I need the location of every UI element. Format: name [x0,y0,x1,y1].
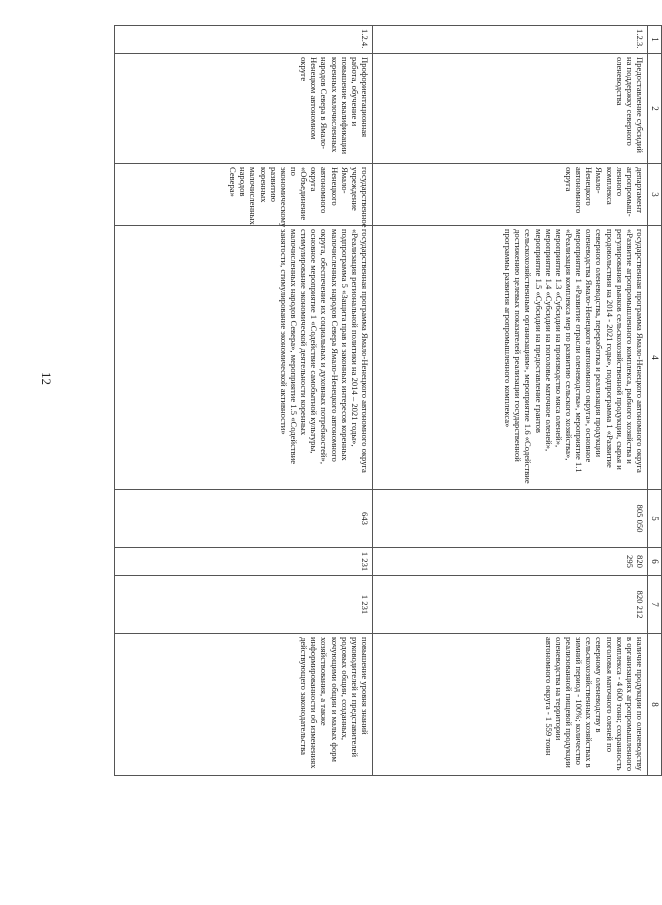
table-header-row [648,26,662,776]
executor-text: департамент агропромыш- ленного комплекса Ямало- Ненецкого автономного округа [564,167,645,217]
page-number: 12 [39,372,54,385]
column-header: 8 [648,634,662,776]
measure-name: Предоставление субсидий на поддержку северного оленеводства [373,54,648,164]
value-col6: 820 295 [373,548,648,576]
value-col5: 643 [115,490,373,548]
table-row [373,26,648,776]
value-col6: 1 231 [115,548,373,576]
column-header: 3 [648,164,662,226]
expected-result: повышение уровня знаний руководителей и представителей родовых общин, созданных, кочующими общин и малых форм хозяйствования, а также информированности об изменениях действующего законодательства [115,634,373,776]
value-col7: 820 212 [373,576,648,634]
program-description: государственная программа Ямало-Ненецкого автономного округа «Развитие агропромышленного комплекса, рыбного хозяйства и регулирования рынков сельскохозяйственной продукции, сырья и продовольствия на 2014 - 2021 годы», подпрограмма 1 «Развитие северного оленеводства, переработка и реализация продукции оленеводства Ямало-Ненецкого автономного округа», основное мероприятие 1 «Развитие отрасли оленеводства», мероприятие 1.1 «Реализация комплекса мер по развитию сельского хозяйства», мероприятие 1.3 «Субсидии на производство мяса оленей», мероприятие 1.4 «Субсидии на поголовье маточное оленей», мероприятие 1.5 «Субсидии на предоставление грантов сельскохозяйственным организациям», мероприятие 1.6 «Содействие достижению целевых показателей реализации государственной программы развития агропромышленного комплекса» [373,226,648,490]
expected-result: наличие продукции по оленеводству в организациях агропромышленного комплекса - 4 600 тонн; сохранность поголовья маточного оленей по северному оленеводству в сельскохозяйственных хозяйствах в зимний период - 100%; количество реализованной пищевой продукции оленеводства на территории автономного округа - 1 559 тонн [373,634,648,776]
program-description: государственная программа Ямало-Ненецкого автономного округа «Реализация региональной политики на 2014 – 2021 годы», подпрограмма 5 «Защита прав и законных интересов коренных малочисленных народов Севера Ямало-Ненецкого автономного округа, обеспечение их социальных и духовных потребностей», основное мероприятие 1 «Содействие самобытной культуры, стимулирование экономической деятельности коренных малочисленных народов Севера», мероприятие 1.5 «Содействие занятости, стимулирование экономической активности» [115,226,373,490]
row-number: 1.2.3. [373,26,648,54]
executor-text: государственное учреждение Ямало- Ненецкого автономного округа «Объединение по экономическому развитию коренных малочисленных народов Севера» [228,167,370,228]
program-table [114,25,662,776]
row-number: 1.2.4. [115,26,373,54]
column-header: 2 [648,54,662,164]
executor [373,164,648,226]
column-header: 4 [648,226,662,490]
value-col5: 805 050 [373,490,648,548]
column-header: 1 [648,26,662,54]
document-table-sheet [102,25,662,775]
value-col7: 1 231 [115,576,373,634]
column-header: 5 [648,490,662,548]
measure-name: Профориентационная работа, обучение и повышение квалификации коренных малочисленных народов Севера в Ямало-Ненецком автономном округе [115,54,373,164]
column-header: 6 [648,548,662,576]
executor [115,164,373,226]
table-row [115,26,373,776]
column-header: 7 [648,576,662,634]
